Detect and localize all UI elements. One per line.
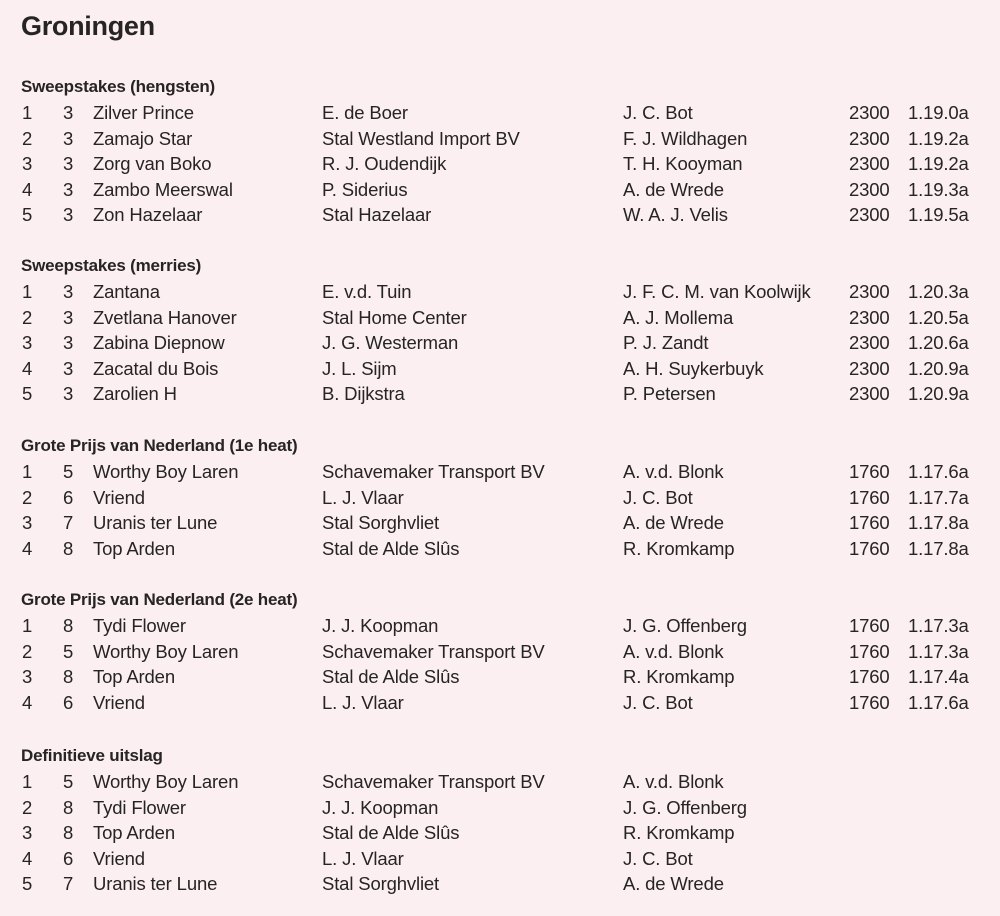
distance-cell: 1760 bbox=[849, 486, 890, 508]
distance-cell: 2300 bbox=[849, 127, 890, 149]
distance-cell: 2300 bbox=[849, 306, 890, 328]
distance-cell: 1760 bbox=[849, 640, 890, 662]
horse-name-cell: Vriend bbox=[93, 847, 145, 869]
driver-cell: P. Petersen bbox=[623, 383, 716, 405]
horse-name-cell: Zacatal du Bois bbox=[93, 357, 219, 379]
owner-cell: Stal Home Center bbox=[322, 306, 467, 328]
position-cell: 4 bbox=[22, 178, 33, 200]
result-row bbox=[0, 613, 1000, 638]
number-cell: 3 bbox=[63, 153, 74, 175]
driver-cell: R. Kromkamp bbox=[623, 822, 735, 844]
horse-name-cell: Tydi Flower bbox=[93, 615, 186, 636]
driver-cell: T. H. Kooyman bbox=[623, 153, 743, 175]
horse-name-cell: Zon Hazelaar bbox=[93, 204, 203, 226]
position-cell: 2 bbox=[22, 306, 33, 328]
result-row bbox=[0, 177, 1000, 202]
horse-name-cell: Worthy Boy Laren bbox=[93, 771, 239, 792]
time-cell: 1.20.3a bbox=[908, 281, 969, 302]
number-cell: 3 bbox=[63, 178, 74, 200]
driver-cell: J. F. C. M. van Koolwijk bbox=[623, 281, 811, 302]
distance-cell: 2300 bbox=[849, 281, 890, 302]
result-row bbox=[0, 202, 1000, 227]
distance-cell: 2300 bbox=[849, 153, 890, 175]
time-cell: 1.17.7a bbox=[908, 486, 969, 508]
position-cell: 5 bbox=[22, 873, 33, 895]
driver-cell: A. v.d. Blonk bbox=[623, 771, 724, 792]
owner-cell: B. Dijkstra bbox=[322, 383, 405, 405]
driver-cell: A. H. Suykerbuyk bbox=[623, 357, 764, 379]
position-cell: 3 bbox=[22, 332, 33, 354]
horse-name-cell: Vriend bbox=[93, 486, 145, 508]
time-cell: 1.20.9a bbox=[908, 357, 969, 379]
result-row bbox=[0, 846, 1000, 871]
owner-cell: P. Siderius bbox=[322, 178, 408, 200]
number-cell: 5 bbox=[63, 461, 74, 482]
number-cell: 3 bbox=[63, 306, 74, 328]
driver-cell: A. de Wrede bbox=[623, 178, 724, 200]
time-cell: 1.19.5a bbox=[908, 204, 969, 226]
distance-cell: 1760 bbox=[849, 461, 890, 482]
owner-cell: Stal de Alde Slûs bbox=[322, 666, 460, 688]
result-row bbox=[0, 459, 1000, 484]
driver-cell: A. v.d. Blonk bbox=[623, 640, 724, 662]
position-cell: 1 bbox=[22, 461, 33, 482]
distance-cell: 1760 bbox=[849, 512, 890, 534]
owner-cell: E. de Boer bbox=[322, 102, 408, 123]
position-cell: 2 bbox=[22, 640, 33, 662]
number-cell: 8 bbox=[63, 796, 74, 818]
horse-name-cell: Vriend bbox=[93, 691, 145, 713]
result-row bbox=[0, 536, 1000, 561]
driver-cell: J. G. Offenberg bbox=[623, 615, 747, 636]
horse-name-cell: Uranis ter Lune bbox=[93, 512, 218, 534]
time-cell: 1.17.8a bbox=[908, 537, 969, 559]
result-row bbox=[0, 279, 1000, 304]
section-title: Sweepstakes (hengsten) bbox=[21, 77, 215, 96]
owner-cell: J. J. Koopman bbox=[322, 796, 439, 818]
driver-cell: J. C. Bot bbox=[623, 486, 693, 508]
result-row bbox=[0, 639, 1000, 664]
time-cell: 1.17.6a bbox=[908, 691, 969, 713]
owner-cell: Stal Hazelaar bbox=[322, 204, 432, 226]
number-cell: 6 bbox=[63, 691, 74, 713]
owner-cell: J. J. Koopman bbox=[322, 615, 439, 636]
time-cell: 1.20.6a bbox=[908, 332, 969, 354]
distance-cell: 2300 bbox=[849, 332, 890, 354]
result-row bbox=[0, 664, 1000, 689]
owner-cell: Stal Sorghvliet bbox=[322, 873, 440, 895]
result-row bbox=[0, 356, 1000, 381]
result-row bbox=[0, 795, 1000, 820]
driver-cell: J. C. Bot bbox=[623, 691, 693, 713]
horse-name-cell: Worthy Boy Laren bbox=[93, 640, 239, 662]
owner-cell: J. L. Sijm bbox=[322, 357, 397, 379]
page-title: Groningen bbox=[21, 11, 155, 41]
owner-cell: L. J. Vlaar bbox=[322, 691, 404, 713]
time-cell: 1.17.6a bbox=[908, 461, 969, 482]
horse-name-cell: Zilver Prince bbox=[93, 102, 194, 123]
owner-cell: Schavemaker Transport BV bbox=[322, 461, 545, 482]
owner-cell: R. J. Oudendijk bbox=[322, 153, 447, 175]
position-cell: 4 bbox=[22, 357, 33, 379]
number-cell: 6 bbox=[63, 486, 74, 508]
result-row bbox=[0, 510, 1000, 535]
section-title: Grote Prijs van Nederland (1e heat) bbox=[21, 436, 298, 455]
section-title: Sweepstakes (merries) bbox=[21, 256, 202, 275]
result-row bbox=[0, 820, 1000, 845]
owner-cell: Stal Westland Import BV bbox=[322, 127, 520, 149]
number-cell: 3 bbox=[63, 383, 74, 405]
number-cell: 5 bbox=[63, 771, 74, 792]
time-cell: 1.17.4a bbox=[908, 666, 969, 688]
number-cell: 5 bbox=[63, 640, 74, 662]
driver-cell: A. de Wrede bbox=[623, 512, 724, 534]
result-row bbox=[0, 330, 1000, 355]
time-cell: 1.20.5a bbox=[908, 306, 969, 328]
time-cell: 1.19.3a bbox=[908, 178, 969, 200]
horse-name-cell: Zambo Meerswal bbox=[93, 178, 233, 200]
section-title: Grote Prijs van Nederland (2e heat) bbox=[21, 590, 298, 609]
distance-cell: 2300 bbox=[849, 102, 890, 123]
number-cell: 3 bbox=[63, 102, 74, 123]
horse-name-cell: Top Arden bbox=[93, 822, 175, 844]
number-cell: 3 bbox=[63, 332, 74, 354]
number-cell: 3 bbox=[63, 281, 74, 302]
position-cell: 1 bbox=[22, 615, 33, 636]
result-row bbox=[0, 871, 1000, 896]
number-cell: 3 bbox=[63, 127, 74, 149]
time-cell: 1.19.0a bbox=[908, 102, 969, 123]
position-cell: 2 bbox=[22, 486, 33, 508]
number-cell: 7 bbox=[63, 873, 74, 895]
driver-cell: P. J. Zandt bbox=[623, 332, 709, 354]
position-cell: 4 bbox=[22, 537, 33, 559]
result-row bbox=[0, 769, 1000, 794]
owner-cell: Stal Sorghvliet bbox=[322, 512, 440, 534]
owner-cell: L. J. Vlaar bbox=[322, 486, 404, 508]
result-row bbox=[0, 100, 1000, 125]
owner-cell: L. J. Vlaar bbox=[322, 847, 404, 869]
number-cell: 8 bbox=[63, 822, 74, 844]
position-cell: 5 bbox=[22, 204, 33, 226]
position-cell: 3 bbox=[22, 512, 33, 534]
driver-cell: F. J. Wildhagen bbox=[623, 127, 748, 149]
number-cell: 8 bbox=[63, 615, 74, 636]
horse-name-cell: Zorg van Boko bbox=[93, 153, 212, 175]
position-cell: 1 bbox=[22, 281, 33, 302]
driver-cell: J. C. Bot bbox=[623, 847, 693, 869]
driver-cell: A. v.d. Blonk bbox=[623, 461, 724, 482]
distance-cell: 2300 bbox=[849, 383, 890, 405]
horse-name-cell: Zantana bbox=[93, 281, 160, 302]
horse-name-cell: Zamajo Star bbox=[93, 127, 193, 149]
distance-cell: 1760 bbox=[849, 666, 890, 688]
number-cell: 3 bbox=[63, 357, 74, 379]
result-row bbox=[0, 381, 1000, 406]
distance-cell: 2300 bbox=[849, 204, 890, 226]
owner-cell: Schavemaker Transport BV bbox=[322, 640, 545, 662]
horse-name-cell: Top Arden bbox=[93, 666, 175, 688]
distance-cell: 1760 bbox=[849, 691, 890, 713]
position-cell: 1 bbox=[22, 771, 33, 792]
driver-cell: W. A. J. Velis bbox=[623, 204, 728, 226]
driver-cell: A. J. Mollema bbox=[623, 306, 734, 328]
number-cell: 6 bbox=[63, 847, 74, 869]
distance-cell: 1760 bbox=[849, 537, 890, 559]
position-cell: 2 bbox=[22, 127, 33, 149]
time-cell: 1.17.8a bbox=[908, 512, 969, 534]
position-cell: 3 bbox=[22, 153, 33, 175]
result-row bbox=[0, 126, 1000, 151]
owner-cell: E. v.d. Tuin bbox=[322, 281, 412, 302]
driver-cell: R. Kromkamp bbox=[623, 666, 735, 688]
result-row bbox=[0, 690, 1000, 715]
driver-cell: J. C. Bot bbox=[623, 102, 693, 123]
number-cell: 8 bbox=[63, 666, 74, 688]
result-row bbox=[0, 305, 1000, 330]
result-row bbox=[0, 151, 1000, 176]
number-cell: 7 bbox=[63, 512, 74, 534]
result-row bbox=[0, 485, 1000, 510]
position-cell: 3 bbox=[22, 666, 33, 688]
owner-cell: Stal de Alde Slûs bbox=[322, 822, 460, 844]
time-cell: 1.19.2a bbox=[908, 127, 969, 149]
position-cell: 1 bbox=[22, 102, 33, 123]
position-cell: 4 bbox=[22, 847, 33, 869]
owner-cell: Schavemaker Transport BV bbox=[322, 771, 545, 792]
horse-name-cell: Worthy Boy Laren bbox=[93, 461, 239, 482]
distance-cell: 2300 bbox=[849, 357, 890, 379]
driver-cell: J. G. Offenberg bbox=[623, 796, 747, 818]
number-cell: 8 bbox=[63, 537, 74, 559]
horse-name-cell: Zvetlana Hanover bbox=[93, 306, 237, 328]
distance-cell: 2300 bbox=[849, 178, 890, 200]
horse-name-cell: Zabina Diepnow bbox=[93, 332, 225, 354]
time-cell: 1.20.9a bbox=[908, 383, 969, 405]
position-cell: 5 bbox=[22, 383, 33, 405]
owner-cell: J. G. Westerman bbox=[322, 332, 459, 354]
time-cell: 1.17.3a bbox=[908, 615, 969, 636]
time-cell: 1.17.3a bbox=[908, 640, 969, 662]
time-cell: 1.19.2a bbox=[908, 153, 969, 175]
horse-name-cell: Top Arden bbox=[93, 537, 175, 559]
number-cell: 3 bbox=[63, 204, 74, 226]
position-cell: 3 bbox=[22, 822, 33, 844]
driver-cell: A. de Wrede bbox=[623, 873, 724, 895]
horse-name-cell: Zarolien H bbox=[93, 383, 177, 405]
horse-name-cell: Tydi Flower bbox=[93, 796, 186, 818]
horse-name-cell: Uranis ter Lune bbox=[93, 873, 218, 895]
driver-cell: R. Kromkamp bbox=[623, 537, 735, 559]
section-title: Definitieve uitslag bbox=[21, 746, 163, 765]
distance-cell: 1760 bbox=[849, 615, 890, 636]
owner-cell: Stal de Alde Slûs bbox=[322, 537, 460, 559]
position-cell: 4 bbox=[22, 691, 33, 713]
position-cell: 2 bbox=[22, 796, 33, 818]
